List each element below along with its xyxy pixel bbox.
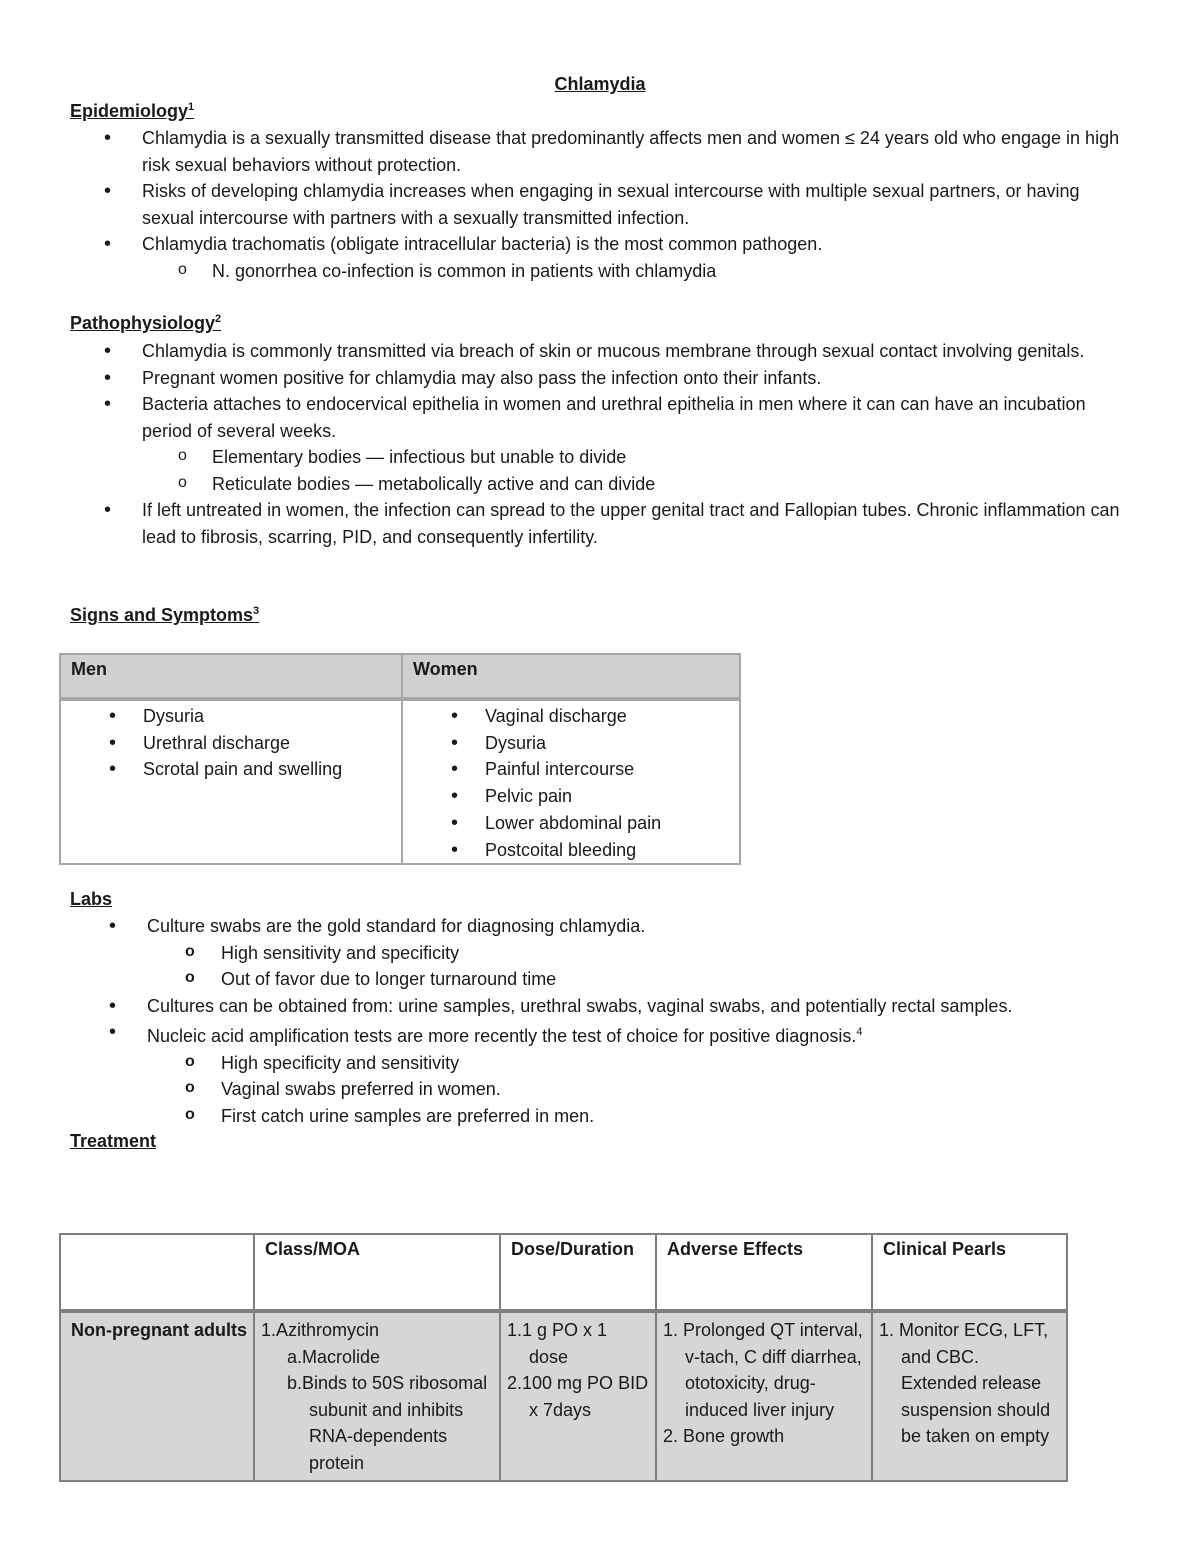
signs-heading	[70, 605, 259, 626]
sub-list	[147, 940, 1135, 993]
pathophysiology-ref: 2	[215, 313, 222, 325]
list-item	[70, 391, 1130, 497]
list-item: • Postcoital bleeding	[403, 837, 739, 864]
dose-duration-header: Dose/Duration	[500, 1234, 656, 1311]
clinical-pearls-cell	[872, 1311, 1067, 1481]
list-item: • Pregnant women positive for chlamydia may also pass the infection onto their infants.	[70, 365, 1130, 392]
dose-item	[507, 1317, 649, 1370]
list-item-text: Culture swabs are the gold standard for diagnosing chlamydia.	[147, 916, 646, 936]
epidemiology-list	[70, 125, 1130, 284]
adverse-item	[663, 1317, 865, 1423]
drug-name: Azithromycin	[276, 1320, 380, 1340]
labs-heading: Labs	[70, 889, 113, 909]
list-item: • Vaginal discharge	[403, 703, 739, 730]
list-item-text: Chlamydia trachomatis (obligate intracellular bacteria) is the most common pathogen.	[142, 234, 823, 254]
item-number: 1.	[879, 1320, 895, 1340]
moa-item	[261, 1317, 493, 1344]
labs-ref: 4	[856, 1026, 863, 1038]
sub-list-item: o Elementary bodies — infectious but unable to divide	[142, 444, 1130, 471]
sub-list-item: o High sensitivity and specificity	[147, 940, 1135, 967]
list-item: • Dysuria	[403, 730, 739, 757]
list-item: • Scrotal pain and swelling	[61, 756, 401, 783]
adverse-item	[663, 1423, 865, 1450]
item-letter: b.	[287, 1373, 303, 1393]
sub-list-item: o Out of favor due to longer turnaround time	[147, 966, 1135, 993]
epidemiology-heading-text: Epidemiology	[70, 101, 189, 121]
sub-list	[142, 444, 1130, 497]
list-item: • Painful intercourse	[403, 756, 739, 783]
item-number: 1.	[261, 1320, 277, 1340]
clinical-pearls-header: Clinical Pearls	[872, 1234, 1067, 1311]
adverse-effects-cell	[656, 1311, 872, 1481]
pearl-item	[879, 1317, 1060, 1450]
mechanism: Binds to 50S ribosomal subunit and inhibits RNA-dependents protein	[302, 1373, 488, 1473]
women-header: Women	[402, 654, 740, 699]
list-item: • If left untreated in women, the infection can spread to the upper genital tract and Fallopian tubes. Chronic inflammation can lead to fibrosis, scarring, PID, and consequently infertility.	[70, 497, 1130, 550]
list-item: • Pelvic pain	[403, 783, 739, 810]
document-title: Chlamydia	[554, 74, 646, 94]
moa-subitem	[261, 1370, 493, 1476]
sub-list-item: o First catch urine samples are preferred in men.	[147, 1103, 1135, 1130]
men-header: Men	[60, 654, 402, 699]
adverse-effects-header: Adverse Effects	[656, 1234, 872, 1311]
treatment-heading: Treatment	[70, 1131, 157, 1151]
dose-text: 100 mg PO BID x 7days	[522, 1373, 649, 1420]
epidemiology-ref: 1	[188, 101, 195, 113]
list-item: • Chlamydia is commonly transmitted via breach of skin or mucous membrane through sexual contact involving genitals.	[70, 338, 1130, 365]
list-item: • Chlamydia is a sexually transmitted disease that predominantly affects men and women ≤ 24 years old who engage in high risk sexual behaviors without protection.	[70, 125, 1130, 178]
pearl-text: Monitor ECG, LFT, and CBC. Extended release suspension should be taken on empty	[899, 1320, 1051, 1446]
list-item: • Risks of developing chlamydia increases when engaging in sexual intercourse with multiple sexual partners, or having sexual intercourse with partners with a sexually transmitted infection.	[70, 178, 1130, 231]
men-cell	[60, 699, 402, 864]
dose-item	[507, 1370, 649, 1423]
women-symptom-list	[403, 703, 739, 863]
women-cell	[402, 699, 740, 864]
item-number: 1.	[507, 1320, 523, 1340]
signs-ref: 3	[253, 605, 260, 617]
drug-class: Macrolide	[302, 1346, 381, 1367]
dose-duration-cell	[500, 1311, 656, 1481]
sub-list	[147, 1050, 1135, 1130]
pathophysiology-heading	[70, 313, 221, 334]
item-number: 1.	[663, 1320, 679, 1340]
list-item: • Cultures can be obtained from: urine samples, urethral swabs, vaginal swabs, and potentially rectal samples.	[75, 993, 1135, 1020]
pathophysiology-list	[70, 338, 1130, 550]
adverse-text: Bone growth	[683, 1426, 785, 1446]
moa-subitem	[261, 1344, 493, 1371]
signs-heading-text: Signs and Symptoms	[70, 605, 254, 625]
sub-list	[142, 258, 1130, 285]
list-item: • Dysuria	[61, 703, 401, 730]
treatment-table	[59, 1233, 1068, 1482]
sub-list-item: o Reticulate bodies — metabolically active and can divide	[142, 471, 1130, 498]
list-item-text: Bacteria attaches to endocervical epithelia in women and urethral epithelia in men where it can can have an incubation period of several weeks.	[142, 394, 1086, 441]
row-label: Non-pregnant adults	[60, 1311, 254, 1481]
item-letter: a.	[287, 1346, 303, 1367]
class-moa-header: Class/MOA	[254, 1234, 500, 1311]
list-item	[75, 913, 1135, 993]
row-label-header	[60, 1234, 254, 1311]
class-moa-cell	[254, 1311, 500, 1481]
list-item	[70, 231, 1130, 284]
list-item-text: Nucleic acid amplification tests are more recently the test of choice for positive diagnosis.	[147, 1026, 857, 1046]
item-number: 2.	[663, 1426, 679, 1446]
signs-table	[59, 653, 741, 865]
sub-list-item: o N. gonorrhea co-infection is common in patients with chlamydia	[142, 258, 1130, 285]
list-item: • Urethral discharge	[61, 730, 401, 757]
list-item	[75, 1019, 1135, 1129]
dose-text: 1 g PO x 1 dose	[522, 1320, 608, 1367]
adverse-text: Prolonged QT interval, v-tach, C diff diarrhea, ototoxicity, drug-induced liver injury	[683, 1320, 863, 1420]
labs-list	[75, 913, 1135, 1129]
epidemiology-heading	[70, 101, 194, 122]
item-number: 2.	[507, 1373, 523, 1393]
sub-list-item: o Vaginal swabs preferred in women.	[147, 1076, 1135, 1103]
men-symptom-list	[61, 703, 401, 783]
sub-list-item: o High specificity and sensitivity	[147, 1050, 1135, 1077]
table-row	[60, 1311, 1067, 1481]
pathophysiology-heading-text: Pathophysiology	[70, 313, 216, 333]
list-item: • Lower abdominal pain	[403, 810, 739, 837]
